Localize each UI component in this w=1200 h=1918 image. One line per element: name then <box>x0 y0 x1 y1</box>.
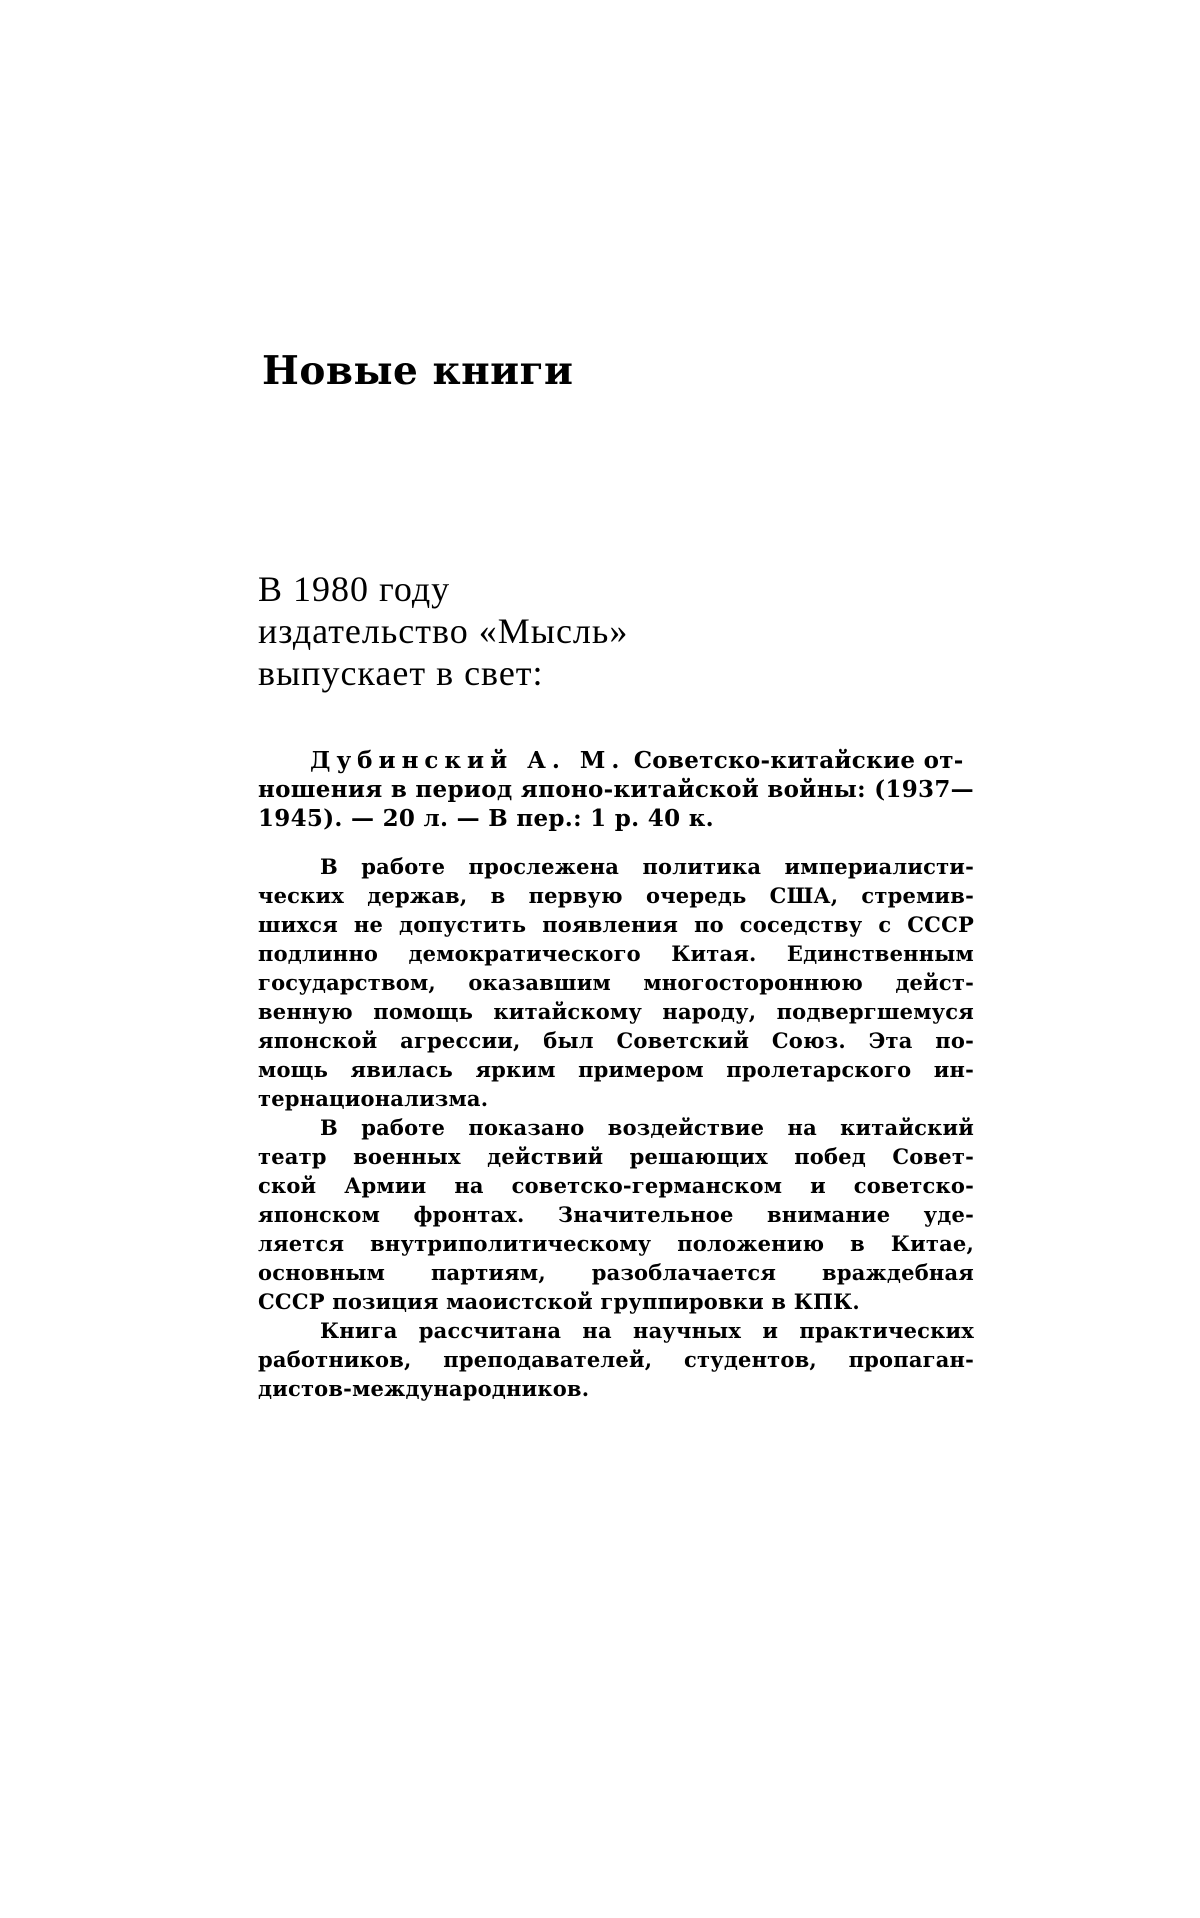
description-line: основным партиям, разоблачается враждебная <box>258 1260 974 1285</box>
announcement-line: В 1980 году <box>258 569 451 609</box>
description-line: подлинно демократического Китая. Единственным <box>258 941 974 966</box>
entry-line <box>258 746 974 775</box>
description-line: мощь явилась ярким примером пролетарского ин- <box>258 1057 974 1082</box>
book-details: 1945). — 20 л. — В пер.: 1 р. 40 к. <box>258 805 714 832</box>
book-entry <box>258 746 974 833</box>
description-line: ляется внутриполитическому положению в Китае, <box>258 1231 974 1256</box>
description-line: В работе прослежена политика империалисти- <box>320 854 974 879</box>
book-title-part: Советско-китайские от- <box>633 747 964 774</box>
book-author: Дубинский А. М. <box>310 747 626 774</box>
description-line: ческих держав, в первую очередь США, стремив- <box>258 883 974 908</box>
page-heading: Новые книги <box>262 348 574 394</box>
description-line: государством, оказавшим многостороннюю дейст- <box>258 970 974 995</box>
book-description <box>258 852 974 1403</box>
description-line: работников, преподавателей, студентов, пропаган- <box>258 1347 974 1372</box>
description-line: шихся не допустить появления по соседству с СССР <box>258 912 974 937</box>
announcement <box>258 568 628 694</box>
book-title-part: ношения в период японо-китайской войны: (1937— <box>258 776 974 803</box>
description-line: дистов-международников. <box>258 1376 590 1401</box>
description-line: японской агрессии, был Советский Союз. Эта по- <box>258 1028 974 1053</box>
announcement-line: издательство «Мысль» <box>258 611 629 651</box>
description-line: СССР позиция маоистской группировки в КПК. <box>258 1289 860 1314</box>
announcement-line: выпускает в свет: <box>258 653 544 693</box>
description-line: В работе показано воздействие на китайский <box>320 1115 974 1140</box>
description-line: японском фронтах. Значительное внимание уде- <box>258 1202 974 1227</box>
description-line: тернационализма. <box>258 1086 489 1111</box>
description-line: ской Армии на советско-германском и советско- <box>258 1173 974 1198</box>
description-line: Книга рассчитана на научных и практических <box>320 1318 974 1343</box>
description-line: венную помощь китайскому народу, подвергшемуся <box>258 999 974 1024</box>
description-line: театр военных действий решающих побед Совет- <box>258 1144 974 1169</box>
